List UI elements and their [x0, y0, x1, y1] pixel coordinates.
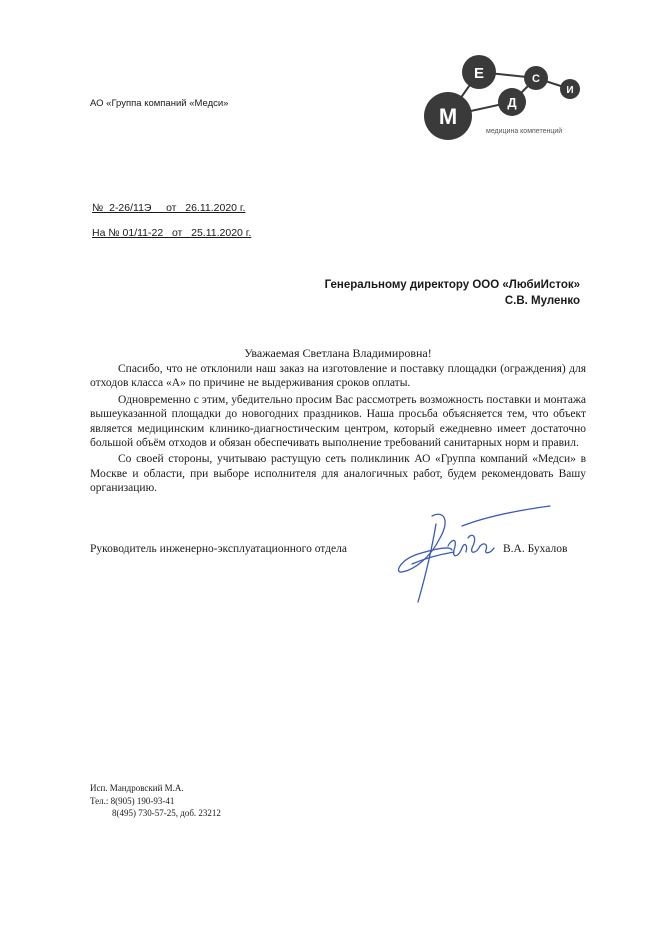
outgoing-reference: № 2-26/11Э от 26.11.2020 г.	[92, 202, 246, 214]
addressee	[325, 277, 580, 309]
signer-title: Руководитель инженерно-эксплуатационного отдела	[90, 543, 347, 555]
signer-name: В.А. Бухалов	[503, 543, 568, 555]
logo-letter-d: Д	[507, 95, 517, 110]
incoming-reference: На № 01/11-22 от 25.11.2020 г.	[92, 227, 252, 239]
logo-letter-s: С	[532, 73, 540, 85]
salutation: Уважаемая Светлана Владимировна!	[244, 346, 432, 360]
letter-body	[90, 362, 586, 498]
logo-letter-m: М	[438, 104, 458, 129]
logo-tagline: медицина компетенций	[486, 128, 563, 135]
executor-info	[90, 782, 221, 820]
company-name: АО «Группа компаний «Медси»	[90, 98, 229, 109]
paragraph: Со своей стороны, учитываю растущую сеть поликлиник АО «Группа компаний «Медси» в Москве и области, при выборе исполнителя для аналогичных работ, будем рекомендовать Вашу организацию.	[90, 453, 586, 495]
paragraph: Спасибо, что не отклонили наш заказ на изготовление и поставку площадки (ограждения) для отходов класса «А» по причине не выдерживания сроков оплаты.	[90, 363, 586, 390]
addressee-name: С.В. Муленко	[504, 295, 580, 307]
logo-letter-e: Е	[473, 65, 485, 82]
executor-phone-extension: 8(495) 730-57-25, доб. 23212	[112, 808, 221, 818]
paragraph: Одновременно с этим, убедительно просим Вас рассмотреть возможность поставки и монтажа вышеуказанной площадки до новогодних праздников. Наша просьба объясняется тем, что объект является медицинским клинико-диагностическим центром, который ежедневно имеет достаточно большой объём отходов и обязан обеспечивать выполнение требований санитарных норм и правил.	[90, 393, 586, 450]
executor-phone: Тел.: 8(905) 190-93-41	[90, 795, 175, 806]
logo-letter-i: И	[566, 85, 574, 96]
addressee-position: Генеральному директору ООО «ЛюбиИсток»	[324, 279, 580, 291]
executor-name: Исп. Мандровский М.А.	[90, 783, 184, 793]
